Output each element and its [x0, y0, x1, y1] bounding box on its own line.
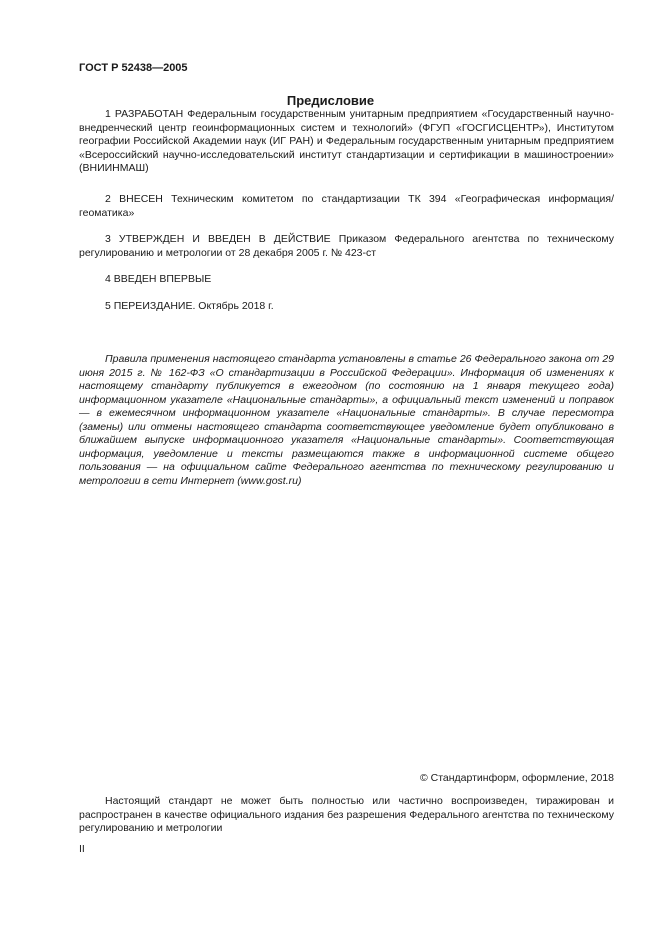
section-title: Предисловие: [286, 93, 375, 108]
reproduction-notice: Настоящий стандарт не может быть полностью или частично воспроизведен, тиражирован и распространен в качестве официального издания без разрешения Федерального агентства по техническому регулированию и метрологии: [79, 795, 614, 834]
item-introduced: 2 ВНЕСЕН Техническим комитетом по стандартизации ТК 394 «Географическая информация/ геоматика»: [79, 193, 614, 219]
page-number: II: [79, 843, 85, 855]
item-developed: 1 РАЗРАБОТАН Федеральным государственным унитарным предприятием «Государственный научно-внедренческий центр геоинформационных систем и технологий» (ФГУП «ГОСГИСЦЕНТР»), Институтом географии Российской Академии наук (ИГ РАН) и Федеральным государственным унитарным предприятием «Всероссийский научно-исследовательский институт стандартизации и сертификации в машиностроении» (ВНИИНМАШ): [79, 108, 614, 174]
item-approved: 3 УТВЕРЖДЕН И ВВЕДЕН В ДЕЙСТВИЕ Приказом Федерального агентства по техническому регулированию и метрологии от 28 декабря 2005 г. № 423-ст: [79, 233, 614, 259]
document-id-header: ГОСТ Р 52438—2005: [79, 62, 188, 74]
item-reissue: 5 ПЕРЕИЗДАНИЕ. Октябрь 2018 г.: [105, 300, 274, 312]
item-first-introduced: 4 ВВЕДЕН ВПЕРВЫЕ: [105, 273, 212, 285]
copyright-line: © Стандартинформ, оформление, 2018: [419, 772, 614, 784]
application-rules-notice: Правила применения настоящего стандарта установлены в статье 26 Федерального закона от 29 июня 2015 г. № 162-ФЗ «О стандартизации в Российской Федерации». Информация об изменениях к настоящему стандарту публикуется в ежегодном (по состоянию на 1 января текущего года) информационном указателе «Национальные стандарты», а официальный текст изменений и поправок — в ежемесячном информационном указателе «Национальные стандарты». В случае пересмотра (замены) или отмены настоящего стандарта соответствующее уведомление будет опубликовано в ближайшем выпуске информационного указателя «Национальные стандарты». Соответствующая информация, уведомление и тексты размещаются также в информационной системе общего пользования — на официальном сайте Федерального агентства по техническому регулированию и метрологии в сети Интернет (www.gost.ru): [79, 353, 614, 487]
